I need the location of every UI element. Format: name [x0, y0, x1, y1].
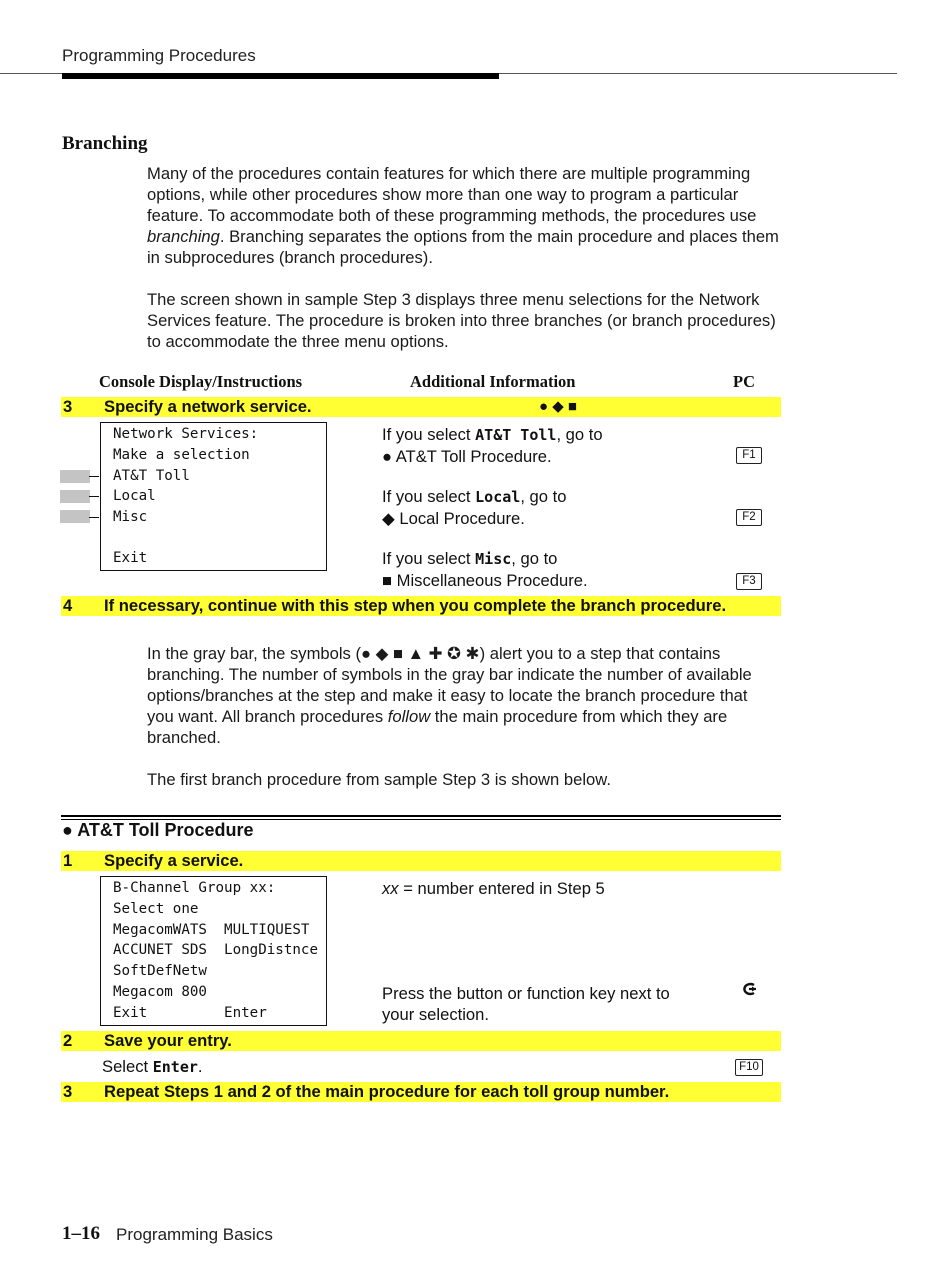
menu-option-misc[interactable]: Misc	[113, 509, 148, 525]
step-bar	[61, 1031, 781, 1051]
screen-line: Select one	[113, 901, 199, 917]
step-number: 3	[63, 1082, 73, 1101]
f3-key-icon: F3	[736, 573, 762, 590]
screen-line: B-Channel Group xx:	[113, 880, 276, 896]
running-header: Programming Procedures	[62, 46, 256, 65]
info-misc: If you select Misc, go to ■ Miscellaneous Procedure.	[382, 549, 588, 590]
section-rule	[61, 815, 781, 817]
info-att-toll: If you select AT&T Toll, go to ● AT&T Toll Procedure.	[382, 425, 603, 466]
procedure-title: ● AT&T Toll Procedure	[62, 820, 254, 840]
info-xx-note: xx = number entered in Step 5	[382, 879, 605, 898]
menu-option-exit[interactable]: Exit	[113, 550, 148, 566]
screen-line: Make a selection	[113, 447, 250, 463]
screen-line: ACCUNET SDS LongDistnce	[113, 942, 318, 958]
f1-key-icon: F1	[736, 447, 762, 464]
step-instruction: If necessary, continue with this step when you complete the branch procedure.	[104, 596, 727, 615]
network-services-paragraph: The screen shown in sample Step 3 displays three menu selections for the Network Services feature. The procedure is broken into three branches (or branch procedures) to accommodate the three menu options.	[147, 290, 776, 351]
step-number: 2	[63, 1031, 73, 1050]
step-bar	[61, 397, 781, 417]
select-enter-instruction: Select Enter.	[102, 1057, 203, 1076]
f10-key-icon: F10	[735, 1059, 763, 1076]
step-bar	[61, 851, 781, 871]
column-header-pc: PC	[733, 372, 755, 391]
branch-symbols: ● ◆ ■	[539, 398, 577, 415]
pointer-line	[89, 476, 99, 477]
intro-paragraph: Many of the procedures contain features for which there are multiple programming options, while other procedures show more than one way to program a particular feature. To accommodate both of these programming methods, the procedures use branching. Branching separates the options from the main procedure and places them in subprocedures (branch procedures).	[147, 164, 779, 267]
menu-option-att-toll[interactable]: AT&T Toll	[113, 468, 190, 484]
pointer-line	[89, 496, 99, 497]
pointer-line	[89, 517, 99, 518]
screen-line: Megacom 800	[113, 984, 207, 1000]
first-branch-paragraph: The first branch procedure from sample Step 3 is shown below.	[147, 770, 611, 789]
f2-key-icon: F2	[736, 509, 762, 526]
console-screen	[100, 876, 327, 1026]
step-bar	[61, 1082, 781, 1102]
step-number: 3	[63, 397, 73, 416]
column-header-console: Console Display/Instructions	[99, 372, 303, 391]
step-number: 4	[63, 596, 73, 615]
section-title: Branching	[62, 133, 148, 154]
screen-line: MegacomWATS MULTIQUEST	[113, 922, 310, 938]
selection-button-marker	[60, 490, 90, 503]
step-bar	[61, 596, 781, 616]
step-instruction: Save your entry.	[104, 1031, 232, 1050]
info-press-button: Press the button or function key next to your selection.	[382, 984, 670, 1024]
screen-line: SoftDefNetw	[113, 963, 207, 979]
info-local: If you select Local, go to ◆ Local Procedure.	[382, 487, 567, 528]
selection-button-marker	[60, 510, 90, 523]
menu-option-local[interactable]: Local	[113, 488, 156, 504]
header-bar	[62, 73, 499, 79]
step-number: 1	[63, 851, 73, 870]
footer-title: Programming Basics	[116, 1225, 273, 1244]
page-number: 1–16	[62, 1223, 100, 1244]
screen-line: Exit Enter	[113, 1005, 267, 1021]
step-instruction: Specify a network service.	[104, 397, 312, 416]
console-screen	[100, 422, 327, 571]
screen-line: Network Services:	[113, 426, 259, 442]
select-return-icon	[740, 980, 758, 1003]
step-instruction: Repeat Steps 1 and 2 of the main procedure for each toll group number.	[104, 1082, 670, 1101]
column-header-info: Additional Information	[410, 372, 576, 391]
selection-button-marker	[60, 470, 90, 483]
symbols-paragraph: In the gray bar, the symbols (● ◆ ■ ▲ ✚ ✪ ✱) alert you to a step that contains branching. The number of symbols in the gray bar indicate the number of available options/branches at the step and make it easy to locate the branch procedure that you want. All branch procedures follow the main procedure from which they are branched.	[147, 644, 752, 747]
step-instruction: Specify a service.	[104, 851, 244, 870]
